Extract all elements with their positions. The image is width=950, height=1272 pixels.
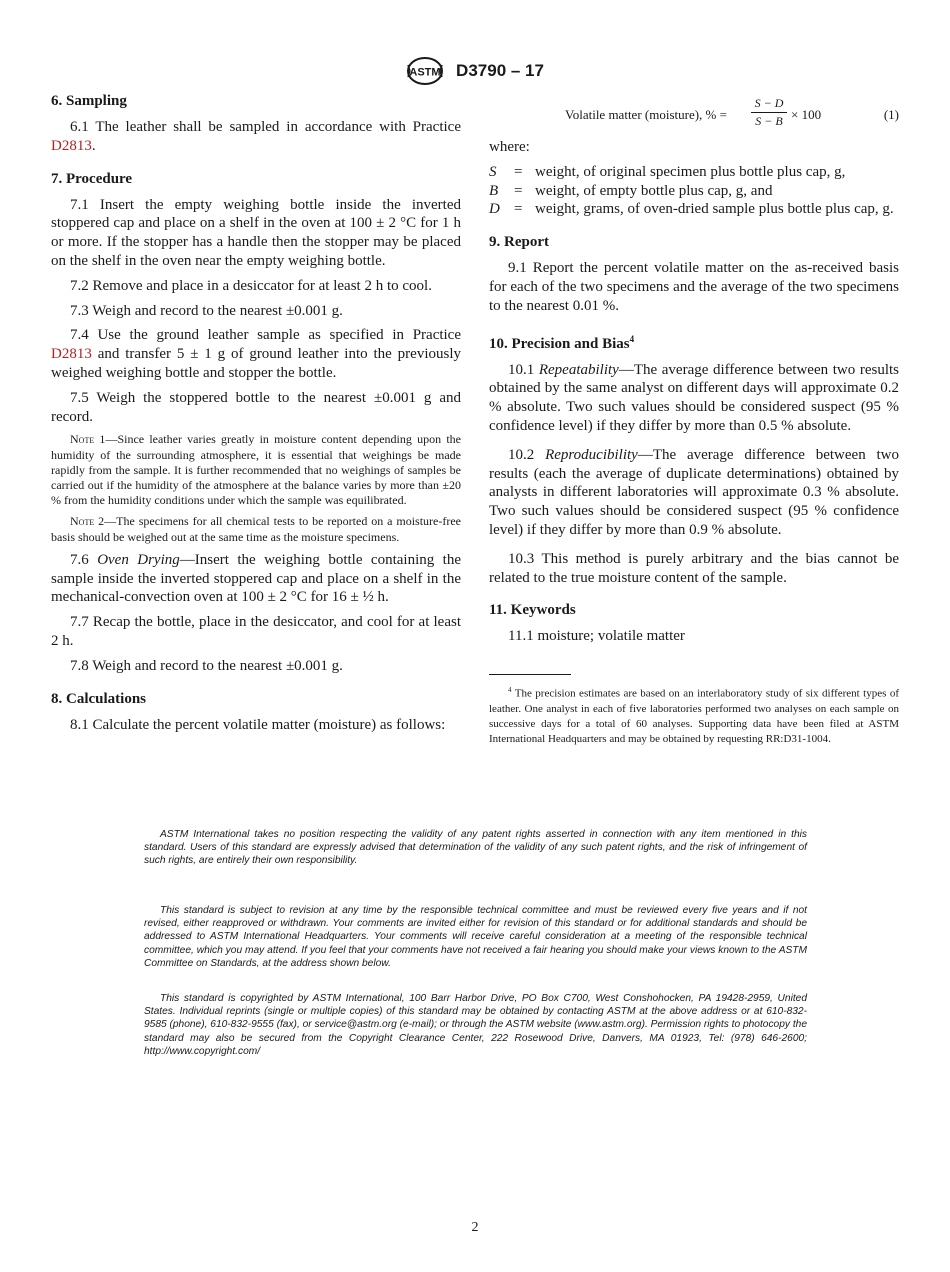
logo-text: ASTM [409,66,441,79]
paragraph-9-1: 9.1 Report the percent volatile matter on the as-received basis for each of the two specimens and the average of the two specimens to the nearest 0.01 %. [489,260,899,314]
note-1: Note 1—Since leather varies greatly in moisture content depending upon the humidity of the surrounding atmosphere, it is essential that weighings be made rapidly from the sample. It is further recommended that no weighings of samples be carried out if the humidity of the atmosphere at the balance varies by more than ±20 % from the humidity conditions under which the sample was equilibrated. [51,432,461,508]
paragraph-11-1: 11.1 moisture; volatile matter [508,628,685,645]
equation-fraction [751,96,787,129]
footnote-ref-4[interactable]: 4 [629,333,635,344]
right-column [489,92,899,754]
definition-b: B = weight, of empty bottle plus cap, g, and [489,182,773,199]
paragraph-10-1: 10.1 Repeatability—The average difference between two results obtained by the same analyst on different days will approximate 0.2 % absolute. Two such values should be considered suspect (95 % confidence level) if they differ by more than 0.5 % absolute. [489,361,899,434]
paragraph-7-5: 7.5 Weigh the stoppered bottle to the nearest ±0.001 g and record. [51,389,461,425]
document-designation: D3790 – 17 [456,61,544,80]
paragraph-6-1: 6.1 The leather shall be sampled in accordance with Practice D2813. [51,119,461,154]
paragraph-7-4: 7.4 Use the ground leather sample as specified in Practice D2813 and transfer 5 ± 1 g of ground leather into the previously weighed weighing bottle and stopper the bottle. [51,327,461,381]
footnote-divider [489,674,571,675]
left-column [51,92,461,740]
definition-d: D = weight, grams, of oven-dried sample plus bottle plus cap, g. [489,201,894,218]
section-11-heading: 11. Keywords [489,602,576,619]
paragraph-8-1: 8.1 Calculate the percent volatile matter (moisture) as follows: [70,716,446,733]
footnote-4: $^4$ The precision estimates are based on an interlaboratory study of six different types of leather. One analyst in each of five laboratories performed two analyses on each sample on successive days for a total of 60 analyses. Supporting data have been filed at ASTM International Headquarters and may be obtained by requesting RR:D31-1004. [489,686,899,746]
equation-number: (1) [883,107,899,122]
equation-multiplier: × 100 [791,107,822,122]
paragraph-7-8: 7.8 Weigh and record to the nearest ±0.001 g. [70,657,343,674]
copyright-notice: This standard is copyrighted by ASTM International, 100 Barr Harbor Drive, PO Box C700, West Conshohocken, PA 19428-2959, United States. Individual reprints (single or multiple copies) of this standard may be obtained by contacting ASTM at the above address or at 610-832-9585 (phone), 610-832-9555 (fax), or service@astm.org (e-mail); or through the ASTM website (www.astm.org). Permission rights to photocopy the standard may also be secured from the Copyright Clearance Center, 222 Rosewood Drive, Danvers, MA 01923, Tel: (978) 646-2600; http://www.copyright.com/ [144,993,807,1057]
note-2: Note 2—The specimens for all chemical tests to be reported on a moisture-free basis should be weighed out at the same time as the moisture specimens. [51,514,462,544]
section-6-heading: 6. Sampling [51,93,127,109]
d2813-link[interactable]: D2813 [51,137,92,154]
equation-numerator: S − D [754,96,784,110]
paragraph-7-1: 7.1 Insert the empty weighing bottle inside the inverted stoppered cap and place on a shelf in the oven at 100 ± 2 °C for 1 h or more. If the stopper has a handle then the stopper may be placed on the shelf in the oven near the empty weighing bottle. [51,196,461,269]
definition-s: S = weight, of original specimen plus bottle plus cap, g, [489,163,846,180]
paragraph-7-2: 7.2 Remove and place in a desiccator for at least 2 h to cool. [70,277,432,294]
section-7-heading: 7. Procedure [51,170,133,187]
equation-lhs: Volatile matter (moisture), % = [565,107,727,122]
paragraph-7-7: 7.7 Recap the bottle, place in the desiccator, and cool for at least 2 h. [51,614,461,649]
page-number: 2 [471,1220,479,1235]
paragraph-10-2: 10.2 Reproducibility—The average difference between two results (each the average of duplicate determinations) obtained by analysts in different laboratories will approximate 0.3 % absolute. Two such values should be considered suspect (95 % confidence level) if they differ by more than 0.9 % absolute. [489,446,899,538]
patent-disclaimer: ASTM International takes no position respecting the validity of any patent rights asserted in connection with any item mentioned in this standard. Users of this standard are expressly advised that determination of the validity of any such patent rights, and the risk of infringement of such rights, are entirely their own responsibility. [144,829,807,867]
paragraph-7-6: 7.6 Oven Drying—Insert the weighing bottle containing the sample inside the inverted stoppered cap and place on a shelf in the mechanical-convection oven at 100 ± 2 °C for 16 ± ½ h. [51,551,462,606]
paragraph-10-3: 10.3 This method is purely arbitrary and the bias cannot be related to the true moisture content of the sample. [489,550,899,586]
section-10-heading: 10. Precision and Bias$^4$ [489,333,635,352]
variable-definitions [489,163,899,219]
equation-denominator: S − B [755,114,783,128]
section-8-heading: 8. Calculations [51,690,147,707]
section-9-heading: 9. Report [489,234,549,251]
revision-disclaimer: This standard is subject to revision at any time by the responsible technical committee and must be reviewed every five years and if not revised, either reapproved or withdrawn. Your comments are invited either for revision of this standard or for additional standards and should be addressed to ASTM International Headquarters. Your comments will receive careful consideration at a meeting of the responsible technical committee, which you may attend. If you feel that your comments have not received a fair hearing you should make your views known to the ASTM Committee on Standards, at the address shown below. [144,905,807,969]
d2813-link[interactable]: D2813 [51,346,92,363]
where-label: where: [489,139,530,155]
astm-logo-icon [406,56,444,86]
page-header [0,56,950,86]
equation-1 [489,92,899,132]
paragraph-7-3: 7.3 Weigh and record to the nearest ±0.001 g. [70,302,343,319]
